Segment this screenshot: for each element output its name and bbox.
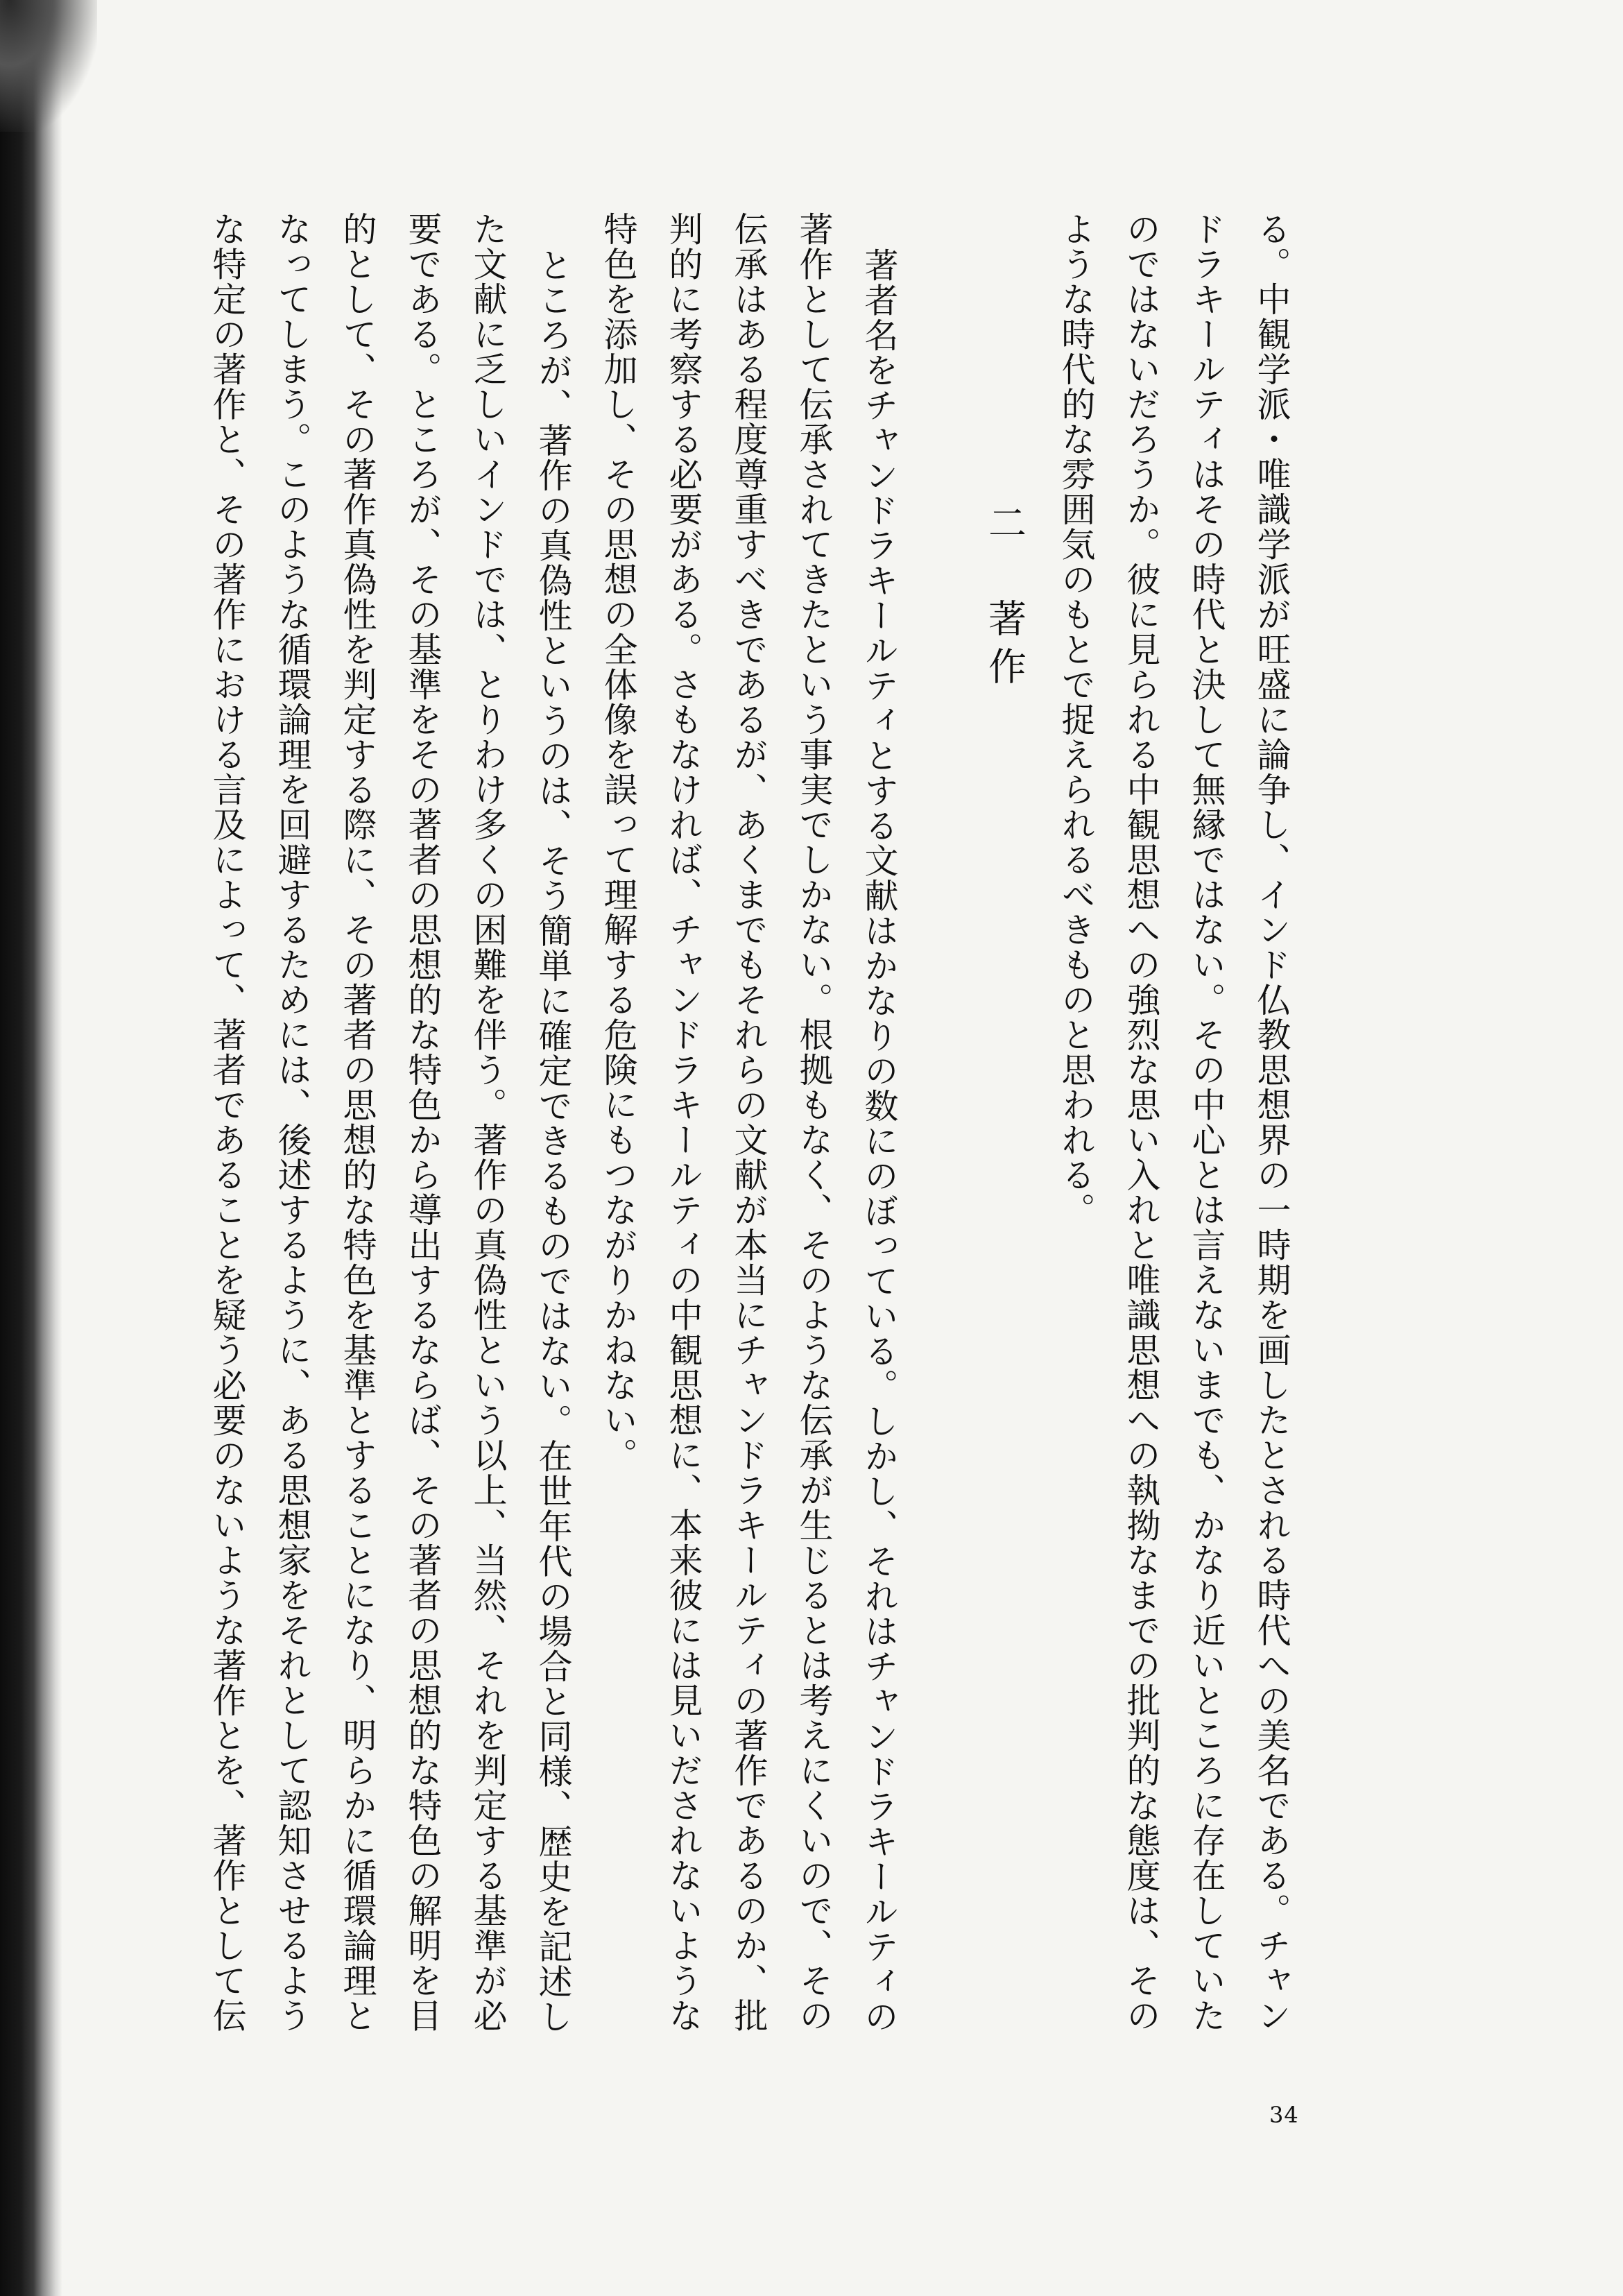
vertical-text-block — [194, 212, 1304, 2223]
text-line: た文献に乏しいインドでは、とりわけ多くの困難を伴う。著作の真偽性という以上、当然、それを判定する基準が必 — [468, 212, 508, 2033]
section-title: 著作 — [982, 599, 1027, 694]
section-heading-area — [911, 212, 1043, 2209]
binding-shadow — [0, 0, 62, 2296]
text-line: 判的に考察する必要がある。さもなければ、チャンドラキールティの中観思想に、本来彼には見いだされないような — [664, 212, 703, 2033]
text-line: 著者名をチャンドラキールティとする文献はかなりの数にのぼっている。しかし、それはチャンドラキールティの — [859, 248, 899, 2034]
text-line: のではないだろうか。彼に見られる中観思想への強烈な思い入れと唯識思想への執拗なまでの批判的な態度は、その — [1122, 212, 1161, 2033]
text-line: 要である。ところが、その基準をその著者の思想的な特色から導出するならば、その著者の思想的な特色の解明を目 — [403, 212, 443, 2033]
text-line: 伝承はある程度尊重すべきであるが、あくまでもそれらの文献が本当にチャンドラキールティの著作であるのか、批 — [729, 212, 768, 2033]
text-line: ような時代的な雰囲気のもとで捉えられるべきものと思われる。 — [1056, 212, 1096, 1228]
text-line: ドラキールティはその時代と決して無縁ではない。その中心とは言えないまでも、かなり近いところに存在していた — [1187, 212, 1226, 2033]
text-line: な特定の著作と、その著作における言及によって、著者であることを疑う必要のないような著作とを、著作として伝 — [207, 212, 247, 2033]
text-line: 特色を添加し、その思想の全体像を誤って理解する危険にもつながりかねない。 — [599, 212, 638, 1473]
binding-corner-shadow — [0, 0, 97, 132]
page-number: 34 — [1269, 2102, 1299, 2128]
text-line: ところが、著作の真偽性というのは、そう簡単に確定できるものではない。在世年代の場合と同様、歴史を記述し — [533, 248, 573, 2034]
text-line: 著作として伝承されてきたという事実でしかない。根拠もなく、そのような伝承が生じるとは考えにくいので、その — [794, 212, 834, 2033]
text-line: なってしまう。このような循環論理を回避するためには、後述するように、ある思想家をそれとして認知させるよう — [273, 212, 312, 2033]
text-line: る。中観学派・唯識学派が旺盛に論争し、インド仏教思想界の一時期を画したとされる時代への美名である。チャン — [1252, 212, 1291, 2033]
section-heading — [977, 503, 1032, 694]
text-line: 的として、その著作真偽性を判定する際に、その著者の思想的な特色を基準とすることになり、明らかに循環論理と — [338, 212, 377, 2033]
section-number: 二 — [982, 503, 1027, 551]
